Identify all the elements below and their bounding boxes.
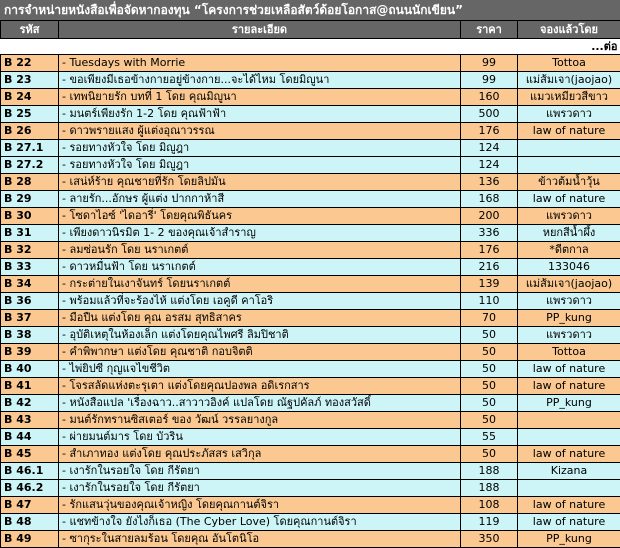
table-row [1, 208, 620, 225]
cell-detail: - ซากุระในสายลมร้อน โดยคุณ อันโตนิโอ [59, 531, 461, 548]
table-row [1, 514, 620, 531]
continued-row [1, 39, 620, 55]
cell-price: 110 [461, 293, 518, 310]
cell-price: 55 [461, 429, 518, 446]
cell-by [518, 412, 620, 429]
cell-price: 139 [461, 276, 518, 293]
cell-price: 136 [461, 174, 518, 191]
table-row [1, 310, 620, 327]
cell-price: 50 [461, 327, 518, 344]
cell-detail: - รอยทางหัวใจ โดย มิญูฎา [59, 157, 461, 174]
cell-code: B 38 [1, 327, 59, 344]
cell-price: 350 [461, 531, 518, 548]
cell-code: B 22 [1, 55, 59, 72]
table-row [1, 361, 620, 378]
cell-price: 119 [461, 514, 518, 531]
header-detail: รายละเอียด [59, 21, 461, 39]
table-row [1, 395, 620, 412]
cell-price: 500 [461, 106, 518, 123]
cell-code: B 30 [1, 208, 59, 225]
cell-price: 99 [461, 72, 518, 89]
table-row [1, 276, 620, 293]
cell-detail: - รอยทางหัวใจ โดย มิญูฎา [59, 140, 461, 157]
cell-detail: - คำพิพากษา แต่งโดย คุณชาติ กอบจิตติ [59, 344, 461, 361]
cell-by: แมวเหมียวสีขาว [518, 89, 620, 106]
continued-label: ...ต่อ [1, 39, 620, 55]
table-row [1, 327, 620, 344]
cell-code: B 45 [1, 446, 59, 463]
table-row [1, 463, 620, 480]
cell-code: B 33 [1, 259, 59, 276]
cell-by: law of nature [518, 123, 620, 140]
table-row [1, 378, 620, 395]
cell-detail: - ไพ่ยิปซี กุญแจไขชีวิต [59, 361, 461, 378]
cell-by: law of nature [518, 361, 620, 378]
cell-price: 50 [461, 344, 518, 361]
cell-price: 168 [461, 191, 518, 208]
cell-by: *ดีตกาล [518, 242, 620, 259]
cell-detail: - เพียงดาวนิรมิต 1- 2 ของคุณเจ้าสำราญ [59, 225, 461, 242]
table-row [1, 497, 620, 514]
cell-by: แม่ส้มเจา(jaojao) [518, 72, 620, 89]
cell-price: 176 [461, 242, 518, 259]
cell-price: 124 [461, 157, 518, 174]
cell-code: B 48 [1, 514, 59, 531]
cell-price: 188 [461, 463, 518, 480]
table-row [1, 429, 620, 446]
cell-code: B 34 [1, 276, 59, 293]
cell-code: B 23 [1, 72, 59, 89]
cell-by: ข้าวต้มน้ำวุ้น [518, 174, 620, 191]
table-row [1, 174, 620, 191]
cell-code: B 49 [1, 531, 59, 548]
cell-by [518, 157, 620, 174]
cell-detail: - ลายรัก...อักษร ผู้แต่ง ปากกาห้าสี [59, 191, 461, 208]
cell-detail: - ขอเพียงมีเธอข้างกายอยู่ข้างกาย...จะได้ไหม โดยมิญูนา [59, 72, 461, 89]
cell-by: แพรวดาว [518, 327, 620, 344]
cell-by [518, 480, 620, 497]
cell-detail: - เงารักในรอยใจ โดย กีรัตยา [59, 480, 461, 497]
header-reserved-by: จองแล้วโดย [518, 21, 620, 39]
table-row [1, 293, 620, 310]
cell-by: law of nature [518, 378, 620, 395]
cell-price: 176 [461, 123, 518, 140]
cell-by: Tottoa [518, 344, 620, 361]
cell-detail: - โซดาไอซ์ 'ไดอารี่' โดยคุณพิธันคร [59, 208, 461, 225]
cell-code: B 44 [1, 429, 59, 446]
cell-by: law of nature [518, 191, 620, 208]
table-row [1, 480, 620, 497]
cell-by [518, 140, 620, 157]
cell-detail: - ดาวหมื่นฟ้า โดย นราเกตต์ [59, 259, 461, 276]
cell-code: B 28 [1, 174, 59, 191]
cell-by: law of nature [518, 514, 620, 531]
cell-price: 160 [461, 89, 518, 106]
cell-detail: - เงารักในรอยใจ โดย กีรัตยา [59, 463, 461, 480]
header-code: รหัส [1, 21, 59, 39]
cell-code: B 36 [1, 293, 59, 310]
cell-detail: - สำเภาทอง แต่งโดย คุณประภัสสร เสวิกุล [59, 446, 461, 463]
cell-code: B 24 [1, 89, 59, 106]
cell-by: แพรวดาว [518, 293, 620, 310]
table-row [1, 531, 620, 548]
cell-code: B 47 [1, 497, 59, 514]
cell-price: 50 [461, 395, 518, 412]
table-row [1, 140, 620, 157]
cell-price: 50 [461, 446, 518, 463]
cell-detail: - มนตร์เพียงรัก 1-2 โดย คุณฟ้าฟ้า [59, 106, 461, 123]
table-row [1, 191, 620, 208]
cell-code: B 41 [1, 378, 59, 395]
cell-by: แพรวดาว [518, 208, 620, 225]
table-row [1, 259, 620, 276]
cell-detail: - มือปืน แต่งโดย คุณ อรสม สุทธิสาคร [59, 310, 461, 327]
cell-code: B 31 [1, 225, 59, 242]
table-row [1, 89, 620, 106]
cell-by: 133046 [518, 259, 620, 276]
cell-price: 216 [461, 259, 518, 276]
cell-price: 188 [461, 480, 518, 497]
cell-detail: - ดาวพรายแสง ผู้แต่งอุณาวรรณ [59, 123, 461, 140]
cell-detail: - เทพนิยายรัก บทที่ 1 โดย คุณมิญูนา [59, 89, 461, 106]
table-row [1, 242, 620, 259]
cell-price: 336 [461, 225, 518, 242]
cell-by: PP_kung [518, 395, 620, 412]
cell-by: Kizana [518, 463, 620, 480]
cell-by: PP_kung [518, 531, 620, 548]
cell-price: 50 [461, 412, 518, 429]
cell-detail: - โจรสลัดแห่งตะรุเตา แต่งโดยคุณปองพล อดิเรกสาร [59, 378, 461, 395]
cell-by: แม่ส้มเจา(jaojao) [518, 276, 620, 293]
cell-code: B 25 [1, 106, 59, 123]
cell-code: B 27.1 [1, 140, 59, 157]
cell-detail: - เสน่ห์ร้าย คุณชายที่รัก โดยลิปมัน [59, 174, 461, 191]
table-row [1, 412, 620, 429]
table-row [1, 225, 620, 242]
table-row [1, 123, 620, 140]
cell-by: Tottoa [518, 55, 620, 72]
cell-detail: - มนต์รักทรานซิสเตอร์ ของ วัฒน์ วรรลยางกูล [59, 412, 461, 429]
cell-detail: - Tuesdays with Morrie [59, 55, 461, 72]
cell-by: law of nature [518, 446, 620, 463]
cell-by: หยกสีน้ำผึ้ง [518, 225, 620, 242]
cell-code: B 29 [1, 191, 59, 208]
cell-by: PP_kung [518, 310, 620, 327]
cell-detail: - กระต่ายในเงาจันทร์ โดยนราเกตต์ [59, 276, 461, 293]
cell-code: B 32 [1, 242, 59, 259]
cell-by: law of nature [518, 497, 620, 514]
table-body [1, 39, 620, 548]
table-row [1, 157, 620, 174]
header-price: ราคา [461, 21, 518, 39]
cell-price: 99 [461, 55, 518, 72]
cell-code: B 43 [1, 412, 59, 429]
cell-detail: - ผ่ายมนต์มาร โดย บัวริน [59, 429, 461, 446]
cell-detail: - อุบัติเหตุในห้องเล็ก แต่งโดยคุณไพศรี ลิมปิชาติ [59, 327, 461, 344]
cell-price: 200 [461, 208, 518, 225]
cell-price: 108 [461, 497, 518, 514]
cell-code: B 46.1 [1, 463, 59, 480]
cell-by: แพรวดาว [518, 106, 620, 123]
cell-price: 124 [461, 140, 518, 157]
cell-by [518, 429, 620, 446]
page-title: การจำหน่ายหนังสือเพื่อจัดหากองทุน “โครงการช่วยเหลือสัตว์ด้อยโอกาส@ถนนนักเขียน” [0, 0, 620, 20]
cell-detail: - พร้อมแล้วที่จะร้องไห้ แต่งโดย เอคูดี คาโอริ [59, 293, 461, 310]
table-row [1, 106, 620, 123]
table-row [1, 72, 620, 89]
cell-detail: - แชทข้างใจ ยังไงก็เธอ (The Cyber Love) โดยคุณกานต์จิรา [59, 514, 461, 531]
cell-code: B 46.2 [1, 480, 59, 497]
table-row [1, 446, 620, 463]
cell-code: B 40 [1, 361, 59, 378]
cell-detail: - หนังสือแปล 'เรื่องฉาว..สาวาวอิงค์ แปลโดย ณัฐปคัลภ์ ทองสวัสดิ์ [59, 395, 461, 412]
cell-code: B 27.2 [1, 157, 59, 174]
cell-price: 50 [461, 361, 518, 378]
cell-price: 70 [461, 310, 518, 327]
cell-code: B 26 [1, 123, 59, 140]
header-row [1, 21, 620, 39]
cell-code: B 37 [1, 310, 59, 327]
cell-detail: - ลมซ่อนรัก โดย นราเกตต์ [59, 242, 461, 259]
cell-code: B 42 [1, 395, 59, 412]
table-row [1, 344, 620, 361]
table-row [1, 55, 620, 72]
cell-code: B 39 [1, 344, 59, 361]
book-table [0, 20, 620, 548]
cell-detail: - รักแสนวุ่นของคุณเจ้าหญิง โดยคุณกานต์จิรา [59, 497, 461, 514]
cell-price: 50 [461, 378, 518, 395]
